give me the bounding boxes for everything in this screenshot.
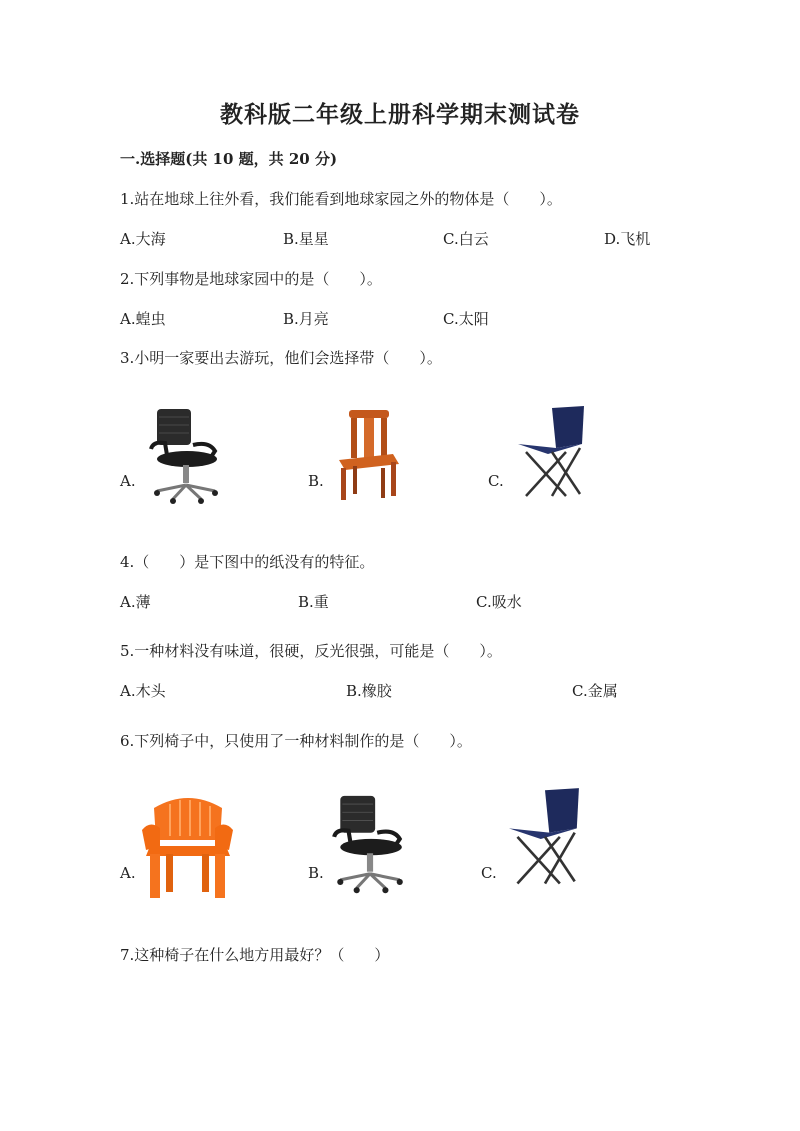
- question-5: 5.一种材料没有味道，很硬，反光很强，可能是（ ）。: [120, 642, 502, 660]
- q1-option-b[interactable]: B.星星: [283, 230, 329, 248]
- page-title: 教科版二年级上册科学期末测试卷: [220, 101, 580, 128]
- office-chair-icon: [145, 405, 225, 505]
- q5-option-b[interactable]: B.橡胶: [346, 682, 392, 700]
- question-6: 6.下列椅子中，只使用了一种材料制作的是（ ）。: [120, 732, 472, 750]
- q4-option-a[interactable]: A.薄: [120, 593, 151, 611]
- question-7: 7.这种椅子在什么地方用最好？（ ）: [120, 946, 390, 964]
- office-chair-icon: [328, 790, 410, 896]
- q6-option-a[interactable]: A.: [120, 864, 136, 882]
- question-4: 4.（ ）是下图中的纸没有的特征。: [120, 553, 375, 571]
- q3-option-b[interactable]: B.: [308, 472, 324, 490]
- q1-option-a[interactable]: A.大海: [120, 230, 166, 248]
- q6-option-b[interactable]: B.: [308, 864, 324, 882]
- q4-option-b[interactable]: B.重: [298, 593, 329, 611]
- q1-option-c[interactable]: C.白云: [443, 230, 489, 248]
- q2-option-b[interactable]: B.月亮: [283, 310, 329, 328]
- q3-option-a[interactable]: A.: [120, 472, 136, 490]
- q3-option-c[interactable]: C.: [488, 472, 504, 490]
- folding-camp-chair-icon: [500, 786, 590, 892]
- q4-option-c[interactable]: C.吸水: [476, 593, 522, 611]
- section-heading: 一.选择题(共 10 题，共 20 分): [120, 150, 338, 168]
- q2-option-c[interactable]: C.太阳: [443, 310, 489, 328]
- question-3: 3.小明一家要出去游玩，他们会选择带（ ）。: [120, 349, 442, 367]
- wooden-chair-icon: [333, 408, 403, 503]
- folding-camp-chair-icon: [512, 404, 592, 504]
- q6-option-c[interactable]: C.: [481, 864, 497, 882]
- question-1: 1.站在地球上往外看，我们能看到地球家园之外的物体是（ ）。: [120, 190, 562, 208]
- question-2: 2.下列事物是地球家园中的是（ ）。: [120, 270, 382, 288]
- q5-option-a[interactable]: A.木头: [120, 682, 166, 700]
- q5-option-c[interactable]: C.金属: [572, 682, 618, 700]
- q1-option-d[interactable]: D.飞机: [604, 230, 651, 248]
- plastic-chair-icon: [140, 788, 235, 900]
- q2-option-a[interactable]: A.蝗虫: [120, 310, 166, 328]
